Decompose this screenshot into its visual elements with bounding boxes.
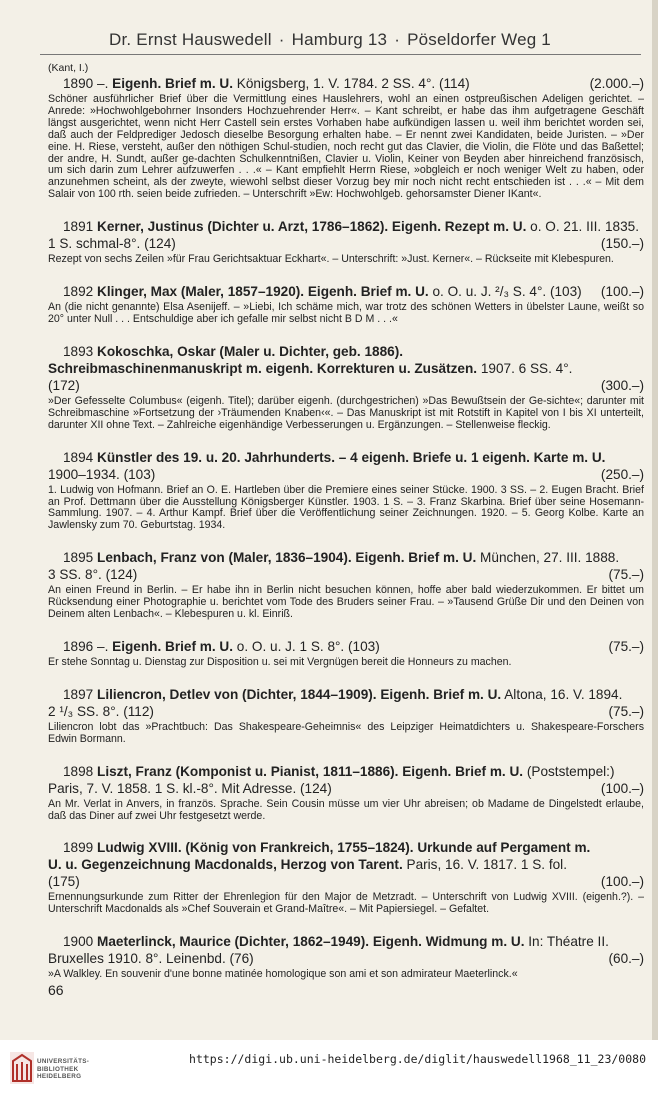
lot-details: Altona, 16. V. 1894. — [501, 686, 623, 702]
lot-line — [48, 566, 644, 583]
header-separator: · — [394, 30, 401, 49]
lot-extent: 1900–1934. (103) — [48, 466, 156, 482]
lot-text — [48, 343, 593, 394]
page-edge — [652, 0, 658, 1040]
lot-details: o. O. u. J. ²/₃ S. 4°. (103) — [428, 284, 582, 300]
lot-number: 1899 — [63, 840, 94, 856]
lot-title: Kerner, Justinus (Dichter u. Arzt, 1786–1862). Eigenh. Rezept m. U. — [97, 219, 527, 235]
catalog-entry — [48, 549, 644, 621]
catalog-entry — [48, 686, 644, 746]
lot-number: 1900 — [63, 934, 94, 950]
lot-details: o. O. 21. III. 1835. — [526, 219, 639, 235]
university-library-logo — [10, 1052, 34, 1084]
lot-heading — [48, 75, 644, 92]
lot-description: An (die nicht genannte) Elsa Asenijeff. – »Liebi, Ich schäme mich, war trotz des schönen Wetters in übelster Laune, weißt so 20° unter Null . . . Entschuldige aber ich gefalle mir selbst nicht B D M . . .« — [48, 301, 644, 325]
catalog-entry — [48, 283, 644, 326]
lot-description: Liliencron lobt das »Prachtbuch: Das Shakespeare-Geheimnis« des Leipziger Heimatdichters u. Shakespeare-Forschers Edwin Bormann. — [48, 720, 644, 745]
viewer-footer — [0, 1040, 658, 1094]
continuation-label: (Kant, I.) — [48, 62, 89, 74]
catalog-entry — [48, 763, 644, 823]
lot-price: (75.–) — [608, 703, 644, 719]
lot-price: (75.–) — [608, 567, 644, 583]
lot-line — [48, 703, 644, 720]
lot-number: 1890 — [63, 76, 94, 91]
header-author: Dr. Ernst Hauswedell — [109, 30, 272, 49]
lot-heading — [48, 343, 644, 394]
lot-description: Er stehe Sonntag u. Dienstag zur Disposition u. sei mit Vergnügen bereit die Honneurs zu machen. — [48, 655, 512, 668]
lot-description: An einen Freund in Berlin. – Er habe ihn in Berlin nicht besuchen können, hoffe aber bald wiederzukommen. Er bittet um Rücksendung einer Photographie u. berichtet vom Tode des Bruders seiner Frau. – »Tausend Grüße Dir und den Deinen von Deinem alten Lenbach«. – Klebespuren u. kl. Einriß. — [48, 584, 644, 621]
lot-description: Ernennungsurkunde zum Ritter der Ehrenlegion für den Major de Metzradt. – Unterschrift von Ludwig XVIII. (eigenh.?). – Unterschrift Macdonalds als »Chef Souverain et Grand-Maître«. – Mit Papiersiegel. – Gefaltet. — [48, 891, 644, 916]
lot-price: (100.–) — [600, 874, 644, 890]
lot-title: Ludwig XVIII. (König von Frankreich, 1755–1824). Urkunde auf Pergament m. U. u. Gegenzeichnung Macdonalds, Herzog von Tarent. — [48, 840, 591, 873]
lot-number: 1892 — [63, 284, 94, 300]
lot-number: 1896 — [63, 638, 94, 654]
lot-dash: –. — [93, 638, 113, 654]
lot-heading — [48, 218, 644, 252]
source-url[interactable]: https://digi.ub.uni-heidelberg.de/diglit/hauswedell1968_11_23/0080 — [189, 1052, 646, 1066]
lot-number: 1898 — [63, 763, 94, 779]
lot-heading — [48, 638, 644, 655]
lot-title: Eigenh. Brief m. U. — [112, 76, 233, 91]
lot-line — [48, 449, 644, 466]
lot-text — [48, 839, 593, 890]
lot-number: 1894 — [63, 449, 94, 465]
lot-line — [48, 763, 644, 780]
library-name — [37, 1058, 89, 1081]
lot-price: (60.–) — [608, 951, 644, 967]
lot-title: Kokoschka, Oskar (Maler u. Dichter, geb. 1886). Schreibmaschinenmanuskript m. eigenh. Korrekturen u. Zusätzen. — [48, 343, 478, 376]
catalog-entry — [48, 638, 644, 669]
lot-heading — [48, 933, 644, 967]
lot-dash: –. — [93, 76, 113, 91]
lot-heading — [48, 549, 644, 583]
lot-number: 1891 — [63, 219, 94, 235]
catalog-entry — [48, 75, 644, 201]
lot-line — [48, 343, 644, 394]
lot-title: Eigenh. Brief m. U. — [112, 638, 233, 654]
lot-heading — [48, 449, 644, 483]
lot-details: In: Théatre II. — [524, 934, 609, 950]
lot-details: o. O. u. J. 1 S. 8°. (103) — [233, 638, 380, 654]
lot-line — [48, 235, 644, 252]
lot-heading — [48, 839, 644, 890]
catalog-entry — [48, 933, 644, 981]
lot-line — [48, 686, 644, 703]
header-separator: · — [278, 30, 285, 49]
library-name-line: HEIDELBERG — [37, 1073, 82, 1080]
lot-price: (2.000.–) — [589, 76, 644, 91]
library-name-line: BIBLIOTHEK — [37, 1065, 79, 1073]
lot-title: Liszt, Franz (Komponist u. Pianist, 1811–1886). Eigenh. Brief m. U. — [97, 763, 524, 779]
lot-extent: 3 SS. 8°. (124) — [48, 567, 138, 583]
lot-description: An Mr. Verlat in Anvers, in französ. Sprache. Sein Cousin müsse um vier Uhr abreisen; ob Madame de Dingelstedt erlaube, daß das Diner auf zwei Uhr festgesetzt werde. — [48, 797, 644, 822]
lot-description: »Der Gefesselte Columbus« (eigenh. Titel); darüber eigenh. (durchgestrichen) »Das Bewußtsein der Ge-sichte«; darunter mit Schreibmaschine »Fortsetzung der ›Träumenden Knaben‹«. – Das Manuskript ist mit Rotstift in Kapitel von I bis XI unterteilt, darunter XII ohne Text. – Zahlreiche eigenhändige Verbesserungen u. Ergänzungen. – Stellenweise fleckig. — [48, 394, 644, 431]
lot-price: (300.–) — [600, 377, 644, 393]
catalog-entry — [48, 343, 644, 432]
lot-price: (250.–) — [600, 466, 644, 482]
lot-title: Klinger, Max (Maler, 1857–1920). Eigenh. Brief m. U. — [97, 284, 429, 300]
lot-line — [48, 839, 644, 890]
lot-title: Liliencron, Detlev von (Dichter, 1844–1909). Eigenh. Brief m. U. — [97, 686, 502, 702]
lot-line — [48, 549, 644, 566]
lot-text — [48, 638, 380, 655]
catalog-entry — [48, 449, 644, 533]
running-header — [40, 30, 620, 50]
lot-heading — [48, 686, 644, 720]
lot-number: 1897 — [63, 686, 94, 702]
lot-extent: 2 ¹/₃ SS. 8°. (112) — [48, 703, 154, 719]
catalog-entry — [48, 839, 644, 916]
lot-line — [48, 218, 644, 235]
lot-title: Maeterlinck, Maurice (Dichter, 1862–1949). Eigenh. Widmung m. U. — [97, 934, 525, 950]
page-number: 66 — [48, 982, 64, 998]
lot-description: Schöner ausführlicher Brief über die Vermittlung eines Hauslehrers, wohl an einen ostpreußischen Adeligen gerichtet. – Anrede: »Hochwohlgebohrner Insonders Hochzuehrender Herr«. – Kant schreibt, er habe das ihm aufgetragene Geschäft längst ausgerichtet, wenn nicht Herr Castell sein erstes Vorhaben habe aufkündigen lassen u. weil ihm berichtet worden sei, daß auch der Feldprediger Jedosch dieselbe Besorgung erhalten habe. – Er nennt zwei Kandidaten, beide Juristen. – »Der eine. H. Riese, versteht, außer den nöthigen Schul-studien, noch recht gut das Clavier, die Violin, die Flöte und das Baßettel; der andre, H. Sundt, außer ge-dachten Schulkenntnißen, Clavier u. Violin, Keiner von Beyden aber hinreichend französisch, um sich darin zum Lehrer aufzuwerfen . . .« – Kant empfiehlt Herrn Riese, »obgleich er noch weniger Welt zu haben, oder anzunehmen scheint, als der zweyte, wiewohl selbst dieser Vorzug bey mir noch nicht recht entschieden ist . . .« – Mit dem Salair von 100 rth. seien beide zufrieden. – Unterschrift »Ew: Hochwohlgeb. gehorsamster Diener IKant«. — [48, 93, 644, 201]
header-rule — [40, 54, 641, 55]
lot-details: 1907. 6 SS. 4°. (172) — [48, 360, 573, 393]
lot-extent: Bruxelles 1910. 8°. Leinenbd. (76) — [48, 951, 254, 967]
lot-extent: 1 S. schmal-8°. (124) — [48, 236, 176, 252]
lot-details: München, 27. III. 1888. — [476, 550, 620, 566]
lot-number: 1895 — [63, 550, 94, 566]
lot-line — [48, 75, 644, 92]
lot-text — [48, 75, 470, 92]
lot-description: Rezept von sechs Zeilen »für Frau Gerichtsaktuar Eckhart«. – Unterschrift: »Just. Kerner«. – Rückseite mit Klebespuren. — [48, 253, 614, 266]
lot-details: (Poststempel:) — [523, 763, 615, 779]
lot-line — [48, 466, 644, 483]
lot-heading — [48, 283, 644, 300]
lot-title: Lenbach, Franz von (Maler, 1836–1904). Eigenh. Brief m. U. — [97, 550, 477, 566]
header-street: Pöseldorfer Weg 1 — [407, 30, 551, 49]
lot-title: Künstler des 19. u. 20. Jahrhunderts. – 4 eigenh. Briefe u. 1 eigenh. Karte m. U. — [97, 449, 606, 465]
lot-line — [48, 283, 644, 300]
lot-details: Paris, 16. V. 1817. 1 S. fol. (175) — [48, 857, 567, 890]
library-name-line: UNIVERSITÄTS- — [37, 1058, 90, 1065]
lot-details: Königsberg, 1. V. 1784. 2 SS. 4°. (114) — [233, 76, 470, 91]
lot-line — [48, 780, 644, 797]
lot-description: 1. Ludwig von Hofmann. Brief an O. E. Hartleben über die Premiere eines seiner Stücke. 1900. 3 SS. – 2. Eugen Bracht. Brief an Prof. Dettmann über die Ausstellung Königsberger Künstler. 1903. 1 S. – 3. Franz Skarbina. Brief über seine Hosemann-Sammlung. 1907. – 4. Arthur Kampf. Brief über die Veröffentlichung seiner Zeichnungen. 1920. – 5. Georg Kolbe. Karte an Jawlensky zum 70. Geburtstag. 1934. — [48, 483, 644, 532]
lot-line — [48, 933, 644, 950]
lot-price: (150.–) — [600, 236, 644, 252]
lot-price: (100.–) — [600, 284, 644, 300]
lot-heading — [48, 763, 644, 797]
header-city: Hamburg 13 — [291, 30, 388, 49]
catalog-entries — [48, 62, 644, 998]
lot-price: (75.–) — [608, 638, 644, 654]
lot-price: (100.–) — [600, 780, 644, 796]
lot-extent: Paris, 7. V. 1858. 1 S. kl.-8°. Mit Adresse. (124) — [48, 780, 332, 796]
lot-line — [48, 638, 644, 655]
lot-number: 1893 — [63, 343, 94, 359]
lot-description: »A Walkley. En souvenir d'une bonne matinée homologique son ami et son admirateur Maeterlinck.« — [48, 968, 518, 981]
lot-line — [48, 950, 644, 967]
catalog-entry — [48, 218, 644, 266]
lot-text — [48, 283, 582, 300]
